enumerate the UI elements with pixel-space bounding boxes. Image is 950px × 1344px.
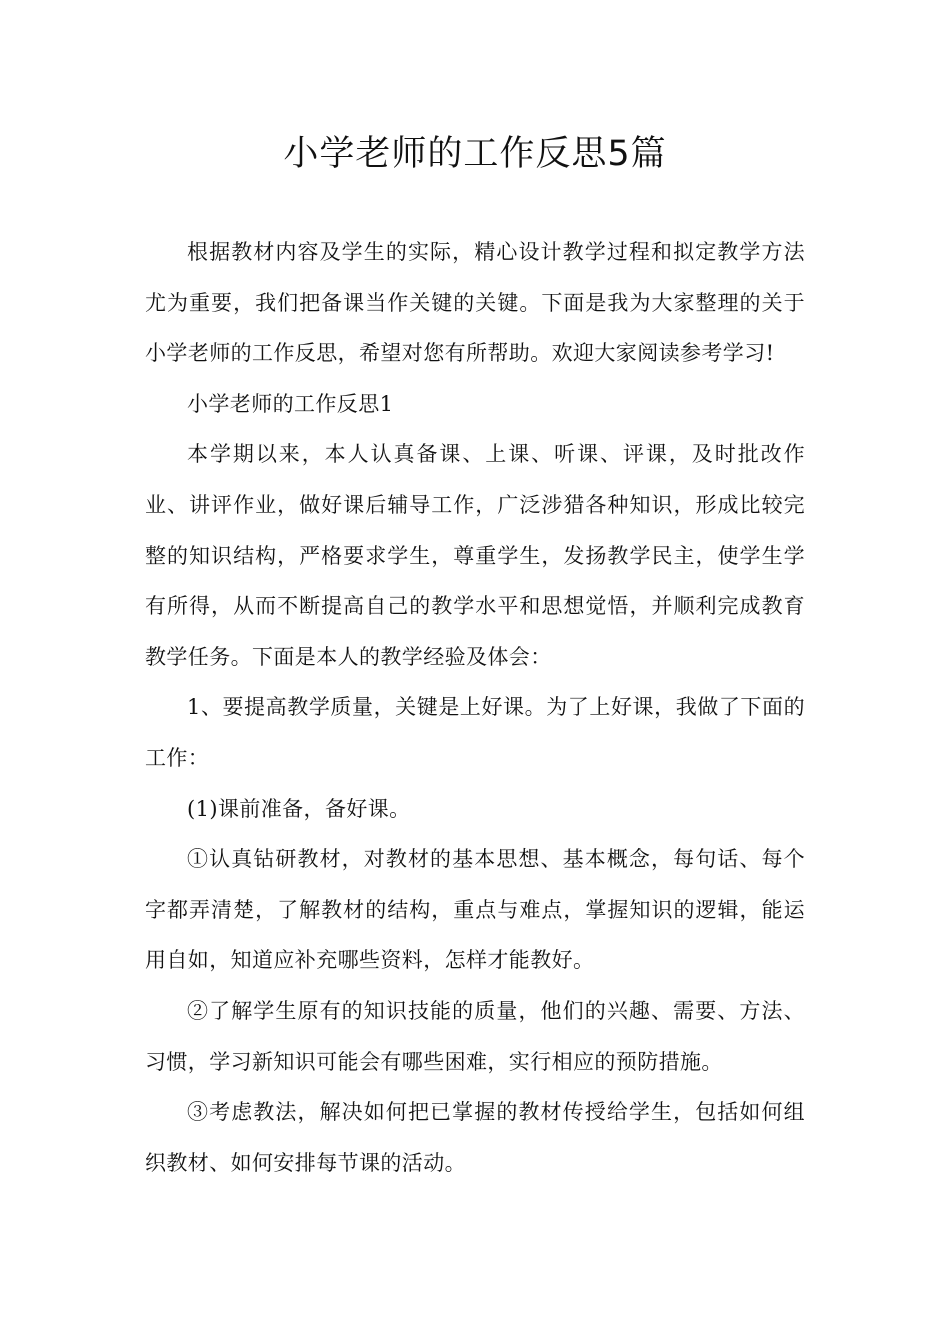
body-paragraph: ②了解学生原有的知识技能的质量，他们的兴趣、需要、方法、习惯，学习新知识可能会有哪些困难，实行相应的预防措施。 <box>145 998 805 1074</box>
body-paragraph: ①认真钻研教材，对教材的基本思想、基本概念，每句话、每个字都弄清楚，了解教材的结构，重点与难点，掌握知识的逻辑，能运用自如，知道应补充哪些资料，怎样才能教好。 <box>145 847 805 973</box>
body-paragraph: ③考虑教法，解决如何把已掌握的教材传授给学生，包括如何组织教材、如何安排每节课的活动。 <box>145 1100 805 1175</box>
document-title: 小学老师的工作反思5篇 <box>283 134 667 174</box>
section-heading-1: 小学老师的工作反思1 <box>187 391 394 416</box>
body-paragraph: (1)课前准备，备好课。 <box>187 796 411 821</box>
body-paragraph: 1、要提高教学质量，关键是上好课。为了上好课，我做了下面的工作： <box>145 695 805 770</box>
intro-paragraph: 根据教材内容及学生的实际，精心设计教学过程和拟定教学方法尤为重要，我们把备课当作关键的关键。下面是我为大家整理的关于小学老师的工作反思，希望对您有所帮助。欢迎大家阅读参考学习! <box>145 240 805 366</box>
body-paragraph: 本学期以来，本人认真备课、上课、听课、评课，及时批改作业、讲评作业，做好课后辅导工作，广泛涉猎各种知识，形成比较完整的知识结构，严格要求学生，尊重学生，发扬教学民主，使学生学有所得，从而不断提高自己的教学水平和思想觉悟，并顺利完成教育教学任务。下面是本人的教学经验及体会： <box>145 442 805 669</box>
document-body <box>145 227 805 1188</box>
